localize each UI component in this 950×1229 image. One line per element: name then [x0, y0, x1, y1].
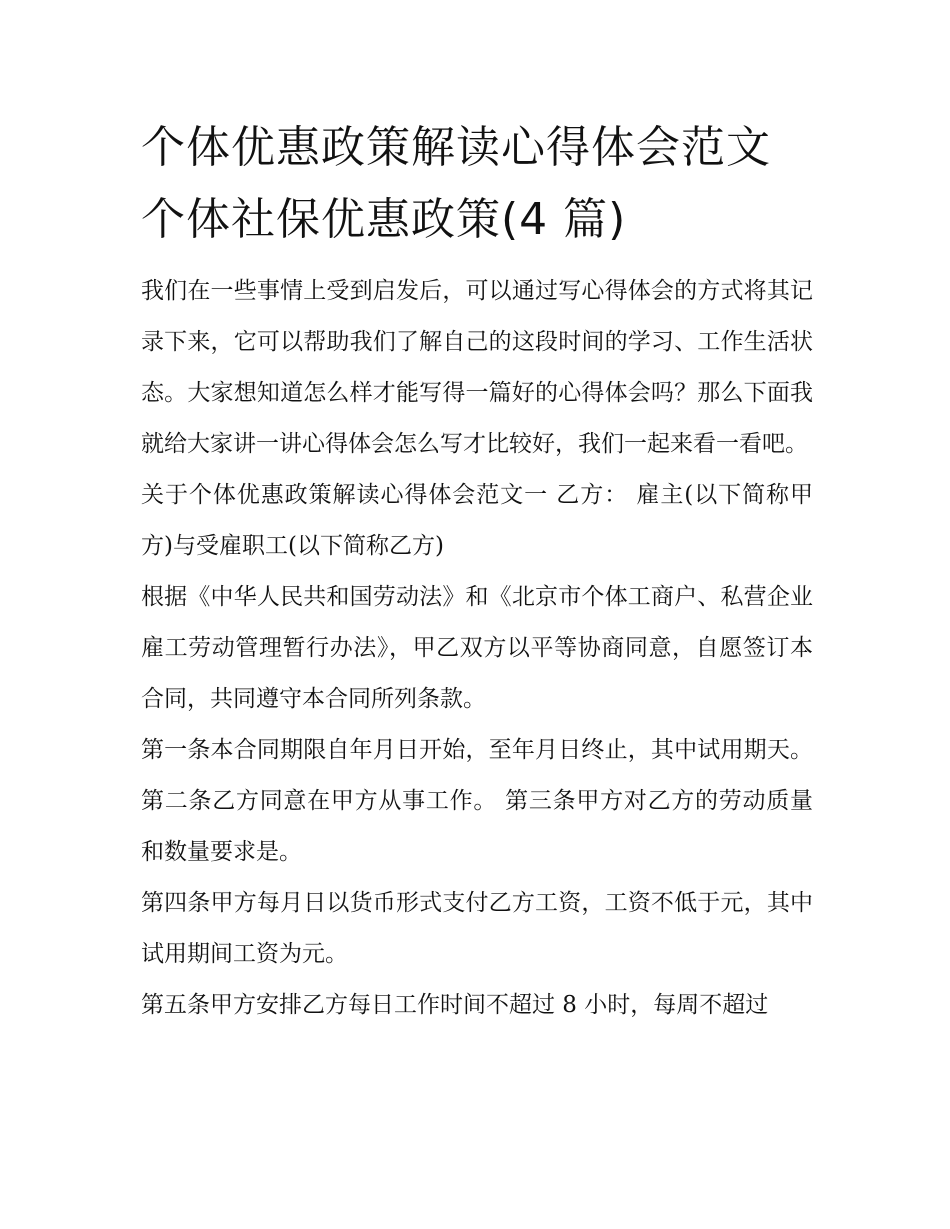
paragraph-parties: 关于个体优惠政策解读心得体会范文一 乙方： 雇主(以下简称甲方)与受雇职工(以下简称乙方): [141, 482, 813, 559]
document-body: [141, 266, 813, 1031]
document-title: 个体优惠政策解读心得体会范文 个体社保优惠政策(4 篇): [141, 122, 771, 245]
paragraph-articles-1-3: 第一条本合同期限自年月日开始，至年月日终止，其中试用期天。 第二条乙方同意在甲方从事工作。 第三条甲方对乙方的劳动质量和数量要求是。: [141, 737, 813, 865]
paragraph-intro: 我们在一些事情上受到启发后，可以通过写心得体会的方式将其记录下来，它可以帮助我们了解自己的这段时间的学习、工作生活状态。大家想知道怎么样才能写得一篇好的心得体会吗？那么下面我就给大家讲一讲心得体会怎么写才比较好，我们一起来看一看吧。: [141, 278, 813, 457]
paragraph-article-4: 第四条甲方每月日以货币形式支付乙方工资，工资不低于元，其中试用期间工资为元。: [141, 890, 813, 967]
paragraph-article-5: 第五条甲方安排乙方每日工作时间不超过 8 小时，每周不超过: [141, 992, 769, 1018]
document-content: [141, 112, 813, 1031]
paragraph-legal-basis: 根据《中华人民共和国劳动法》和《北京市个体工商户、私营企业雇工劳动管理暂行办法》，甲乙双方以平等协商同意，自愿签订本合同，共同遵守本合同所列条款。: [141, 584, 813, 712]
